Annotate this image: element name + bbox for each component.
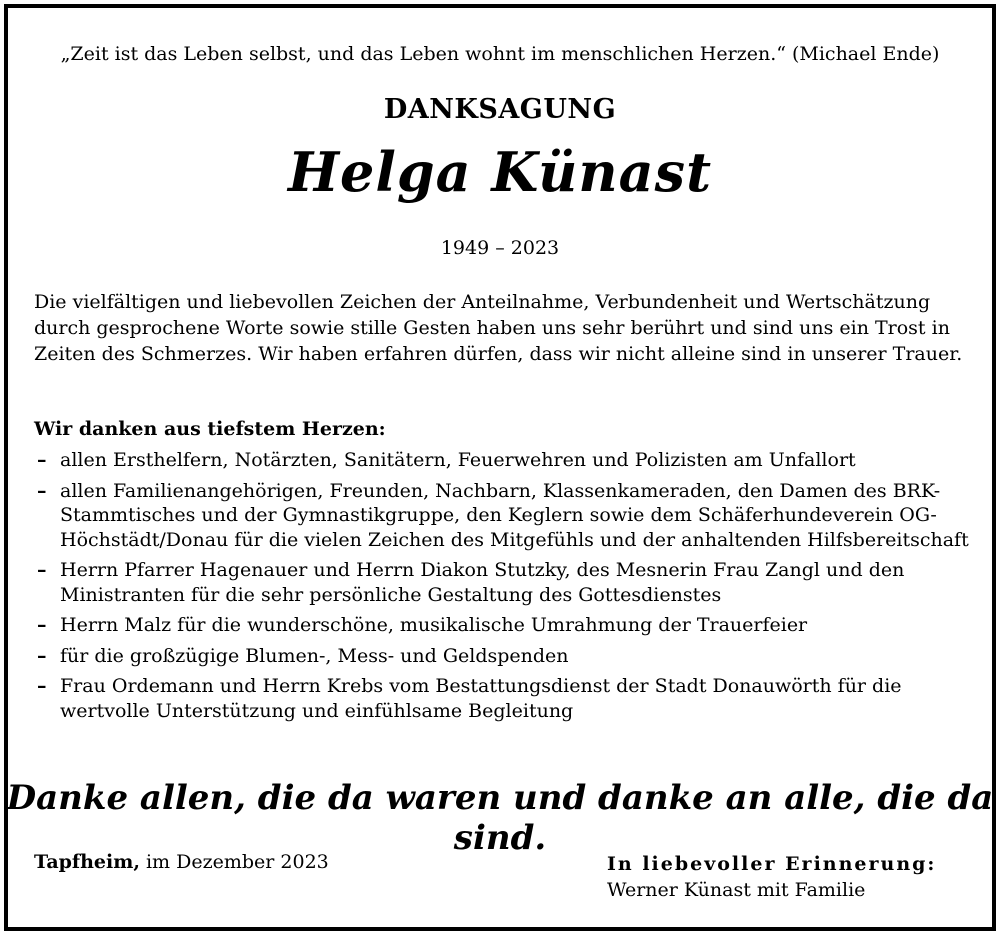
list-item: [34, 674, 974, 723]
list-item-text: Frau Ordemann und Herrn Krebs vom Bestattungsdienst der Stadt Donauwörth für die wertvolle Unterstützung und einfühlsame Begleitung: [60, 675, 902, 722]
bullet-dash: –: [37, 644, 47, 667]
thanks-list: [34, 448, 974, 729]
place-town: Tapfheim,: [34, 851, 140, 873]
place-date: [34, 851, 329, 873]
thanks-paragraph: Die vielfältigen und liebevollen Zeichen der Anteilnahme, Verbundenheit und Wertschätzung durch gesprochene Worte sowie stille Gesten haben uns sehr berührt und sind uns ein Trost in Zeiten des Schmerzes. Wir haben erfahren dürfen, dass wir nicht alleine sind in unserer Trauer.: [34, 291, 963, 365]
deceased-name: Helga Künast: [287, 140, 713, 204]
bullet-dash: –: [37, 479, 47, 502]
list-item-text: allen Familienangehörigen, Freunden, Nachbarn, Klassenkameraden, den Damen des BRK-Stammtisches und der Gymnastikgruppe, den Keglern sowie dem Schäferhundeverein OG-Höchstädt/Donau für die vielen Zeichen des Mitgefühls und der anhaltenden Hilfsbereitschaft: [60, 479, 969, 551]
signature-heading: In liebevoller Erinnerung:: [607, 853, 937, 875]
signature-block: [607, 851, 936, 903]
bullet-dash: –: [37, 559, 47, 581]
quote: „Zeit ist das Leben selbst, und das Leben wohnt im menschlichen Herzen.“ (Michael Ende): [60, 43, 940, 65]
closing-line: Danke allen, die da waren und danke an alle, die da sind.: [6, 778, 994, 858]
bullet-dash: –: [37, 614, 47, 636]
list-item-text: Herrn Malz für die wunderschöne, musikalische Umrahmung der Trauerfeier: [60, 614, 808, 636]
list-item-text: für die großzügige Blumen-, Mess- und Geldspenden: [60, 644, 569, 667]
list-item: [34, 613, 974, 638]
bullet-dash: –: [37, 675, 47, 697]
list-item: [34, 479, 974, 553]
list-item: [34, 644, 974, 669]
life-years: 1949 – 2023: [440, 237, 560, 259]
notice-title: DANKSAGUNG: [383, 94, 617, 125]
list-item: [34, 448, 974, 473]
list-item-text: allen Ersthelfern, Notärzten, Sanitätern, Feuerwehren und Polizisten am Unfallort: [60, 449, 856, 471]
thanks-heading: Wir danken aus tiefstem Herzen:: [34, 418, 386, 440]
signature-names: Werner Künast mit Familie: [607, 879, 866, 901]
place-datetext: im Dezember 2023: [139, 851, 329, 873]
list-item-text: Herrn Pfarrer Hagenauer und Herrn Diakon Stutzky, des Mesnerin Frau Zangl und den Ministranten für die sehr persönliche Gestaltung des Gottesdienstes: [60, 559, 905, 606]
bullet-dash: –: [37, 449, 47, 471]
list-item: [34, 558, 974, 607]
